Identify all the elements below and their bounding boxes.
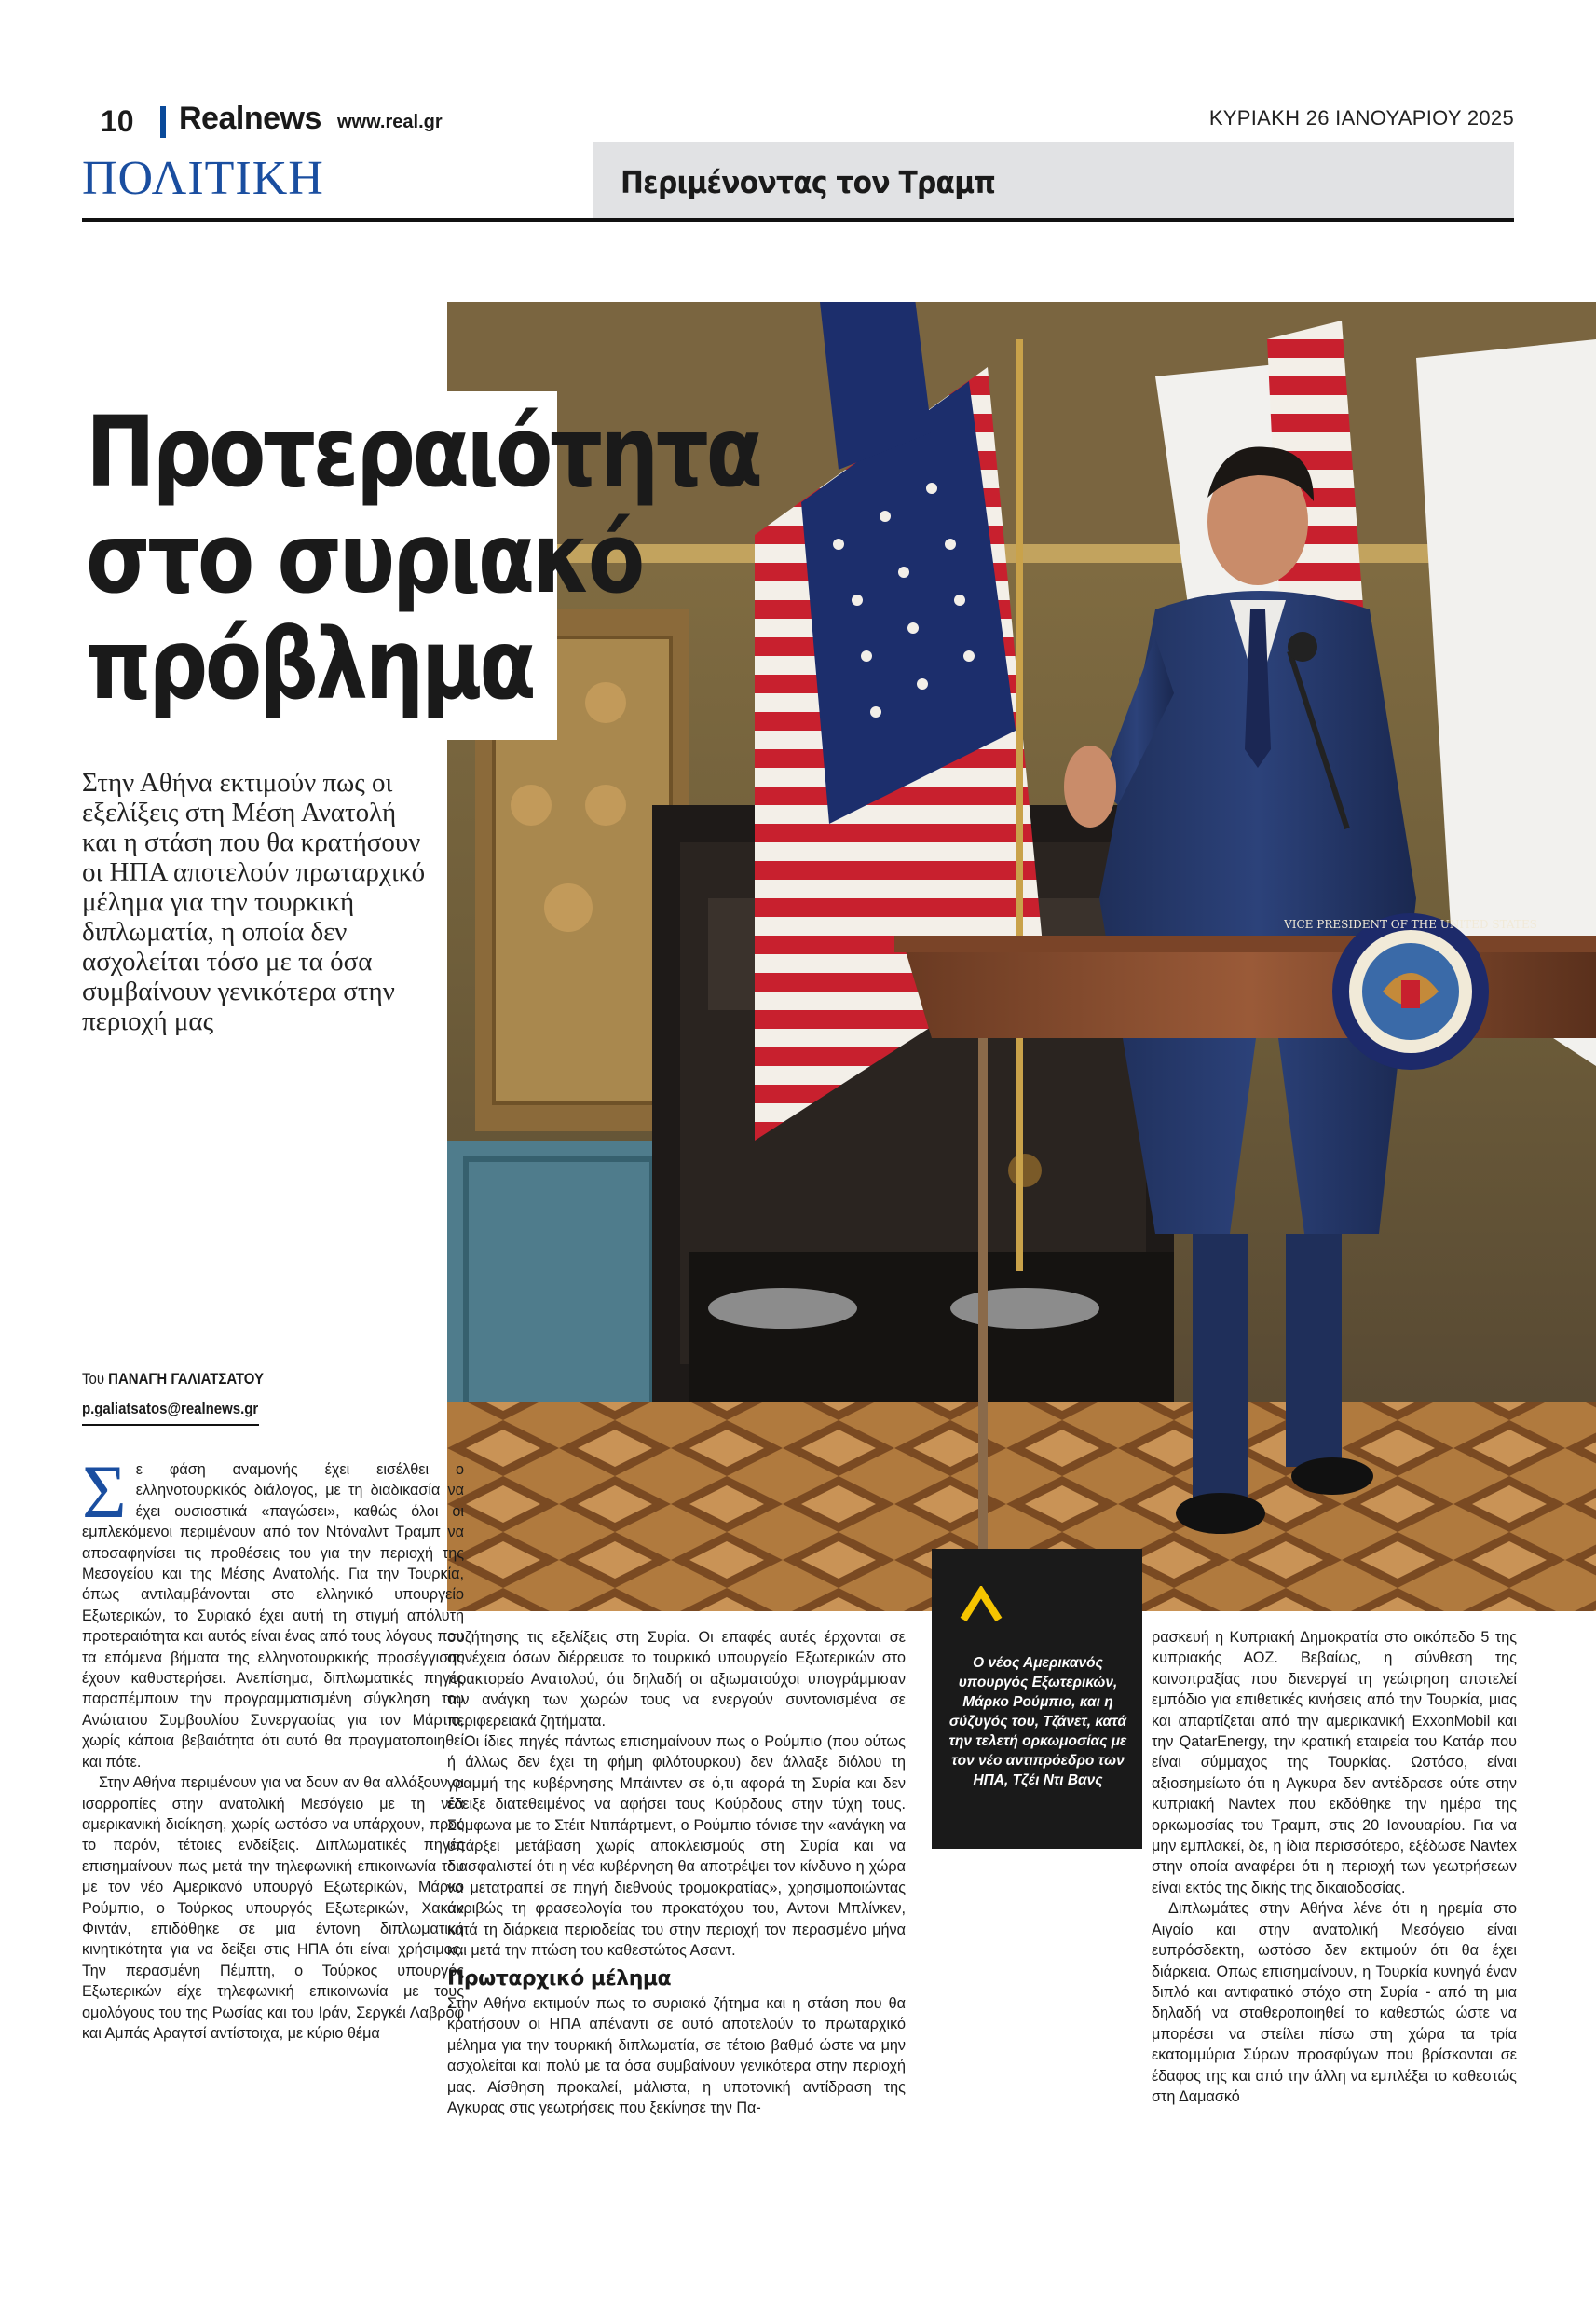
article-column-3 <box>1152 1627 1517 2205</box>
page-number: 10 <box>101 104 134 138</box>
section-title: ΠΟΛΙΤΙΚΗ <box>82 152 324 205</box>
article-column-1 <box>82 1449 464 2205</box>
paragraph: Διπλωμάτες στην Αθήνα λένε ότι η ηρεμία στο Αιγαίο και στην ανατολική Μεσόγειο είναι ευπρόσδεκτη, ωστόσο δεν εκτιμούν ότι θα έχει διάρκεια. Οπως επισημαίνουν, η Τουρκία κυνηγά έναν διπλό και αντιφατικό στόχο στη Συρία - από τη μια δηλαδή να σταθεροποιηθεί το καθεστώς ώστε να μπορέσει να στείλει πίσω στη χώρα τα τρία εκατομμύρια Σύρων προσφύγων που βρίσκονται σε έδαφος της και από την άλλη να εμπλέξει το καθεστώς στη Δαμασκό <box>1152 1900 1517 2105</box>
paragraph: Στην Αθήνα εκτιμούν πως το συριακό ζήτημα και η στάση που θα κρατήσουν οι ΗΠΑ απέναντι σε αυτό αποτελούν το πρωταρχικό μέλημα για την τουρκική διπλωματία, σε τέτοιο βαθμό ώστε να μην ασχολείται και πολύ με τα όσα συμβαίνουν γενικότερα στην περιοχή μας. Αίσθηση προκαλεί, μάλιστα, η υποτονική αντίδραση της Αγκυρας στις γεωτρήσεις που ξεκίνησε την Πα- <box>447 1994 906 2116</box>
website-url: www.real.gr <box>337 112 443 132</box>
caret-up-icon <box>960 1586 1003 1628</box>
header-rule <box>82 218 1514 222</box>
paragraph: Στην Αθήνα περιμένουν για να δουν αν θα αλλάξουν οι ισορροπίες στην ανατολική Μεσόγειο με τη νέα αμερικανική διοίκηση, χωρίς ωστόσο να υπάρχουν, προς το παρόν, τέτοιες ενδείξεις. Διπλωματικές πηγές επισημαίνουν πως μετά την τηλεφωνική επικοινωνία του με τον νέο Αμερικανό υπουργό Εξωτερικών, Μάρκο Ρούμπιο, ο Τούρκος υπουργός Εξωτερικών, Χακάν Φιντάν, επιδόθηκε σε μια έντονη διπλωματική κινητικότητα για να δείξει στις ΗΠΑ ότι είναι χρήσιμος. Την περασμένη Πέμπτη, ο Τούρκος υπουργός Εξωτερικών είχε τηλεφωνική επικοινωνία με τους ομολόγους του της Ρωσίας και του Ιράν, Σεργκέι Λαβρόφ και Αμπάς Αραγτσί αντίστοιχα, με κύριο θέμα <box>82 1774 464 2042</box>
paragraph: Οι ίδιες πηγές πάντως επισημαίνουν πως ο Ρούμπιο (που ούτως ή άλλως δεν έχει τη φήμη φιλότουρκου) δεν άλλαξε διόλου τη γραμμή της κυβέρνησης Μπάιντεν σε ό,τι αφορά τη Συρία και δεν έδειξε διατεθειμένος να αφήσει τους Κούρδους στην τύχη τους. Σύμφωνα με το Στέιτ Ντιπάρτμεντ, ο Ρούμπιο τόνισε την «ανάγκη να υπάρξει μετάβαση χωρίς αποκλεισμούς στη Συρία και να διασφαλιστεί ότι η νέα κυβέρνηση θα αποτρέψει τον κίνδυνο η χώρα να μετατραπεί σε πηγή διεθνούς τρομοκρατίας», χρησιμοποιώντας ακριβώς τη φρασεολογία του προκατόχου του, Αντονι Μπλίνκεν, κατά τη διάρκεια περιοδείας του στην περιοχή τον περασμένο μήνα και μετά την πτώση του καθεστώτος Ασαντ. <box>447 1733 906 1960</box>
headline-line-3: πρόβλημα <box>86 608 534 721</box>
article-lead: Στην Αθήνα εκτιμούν πως οι εξελίξεις στη Μέση Ανατολή και η στάση που θα κρατήσουν οι ΗΠΑ αποτελούν πρωταρχικό μέλημα για την τουρκική διπλωματία, η οποία δεν ασχολείται τόσο με τα όσα συμβαίνουν γενικότερα στην περιοχή μας <box>82 768 426 1036</box>
article-column-2 <box>447 1627 906 2205</box>
photo-caption: Ο νέος Αμερικανός υπουργός Εξωτερικών, Μάρκο Ρούμπιο, και η σύζυγός του, Τζάνετ, κατά την τελετή ορκωμοσίας με τον νέο αντιπρόεδρο των ΗΠΑ, Τζέι Ντι Βανς <box>948 1655 1127 1788</box>
byline-rule <box>82 1424 259 1426</box>
byline-prefix: Του <box>82 1370 105 1388</box>
headline-line-2: στο συριακό <box>86 501 642 615</box>
byline <box>82 1370 264 1389</box>
byline-author: ΠΑΝΑΓΗ ΓΑΛΙΑΤΣΑΤΟΥ <box>108 1370 264 1388</box>
subheading: Πρωταρχικό μέλημα <box>447 1966 672 1991</box>
paragraph: ε φάση αναμονής έχει εισέλθει ο ελληνοτουρκικός διάλογος, με τη διαδικασία να έχει ουσιαστικά «παγώσει», καθώς όλοι οι εμπλεκόμενοι περιμένουν από τον Ντόναλντ Τραμπ να αποσαφηνίσει τις προθέσεις του για την περιοχή της Μεσογείου και της Μέσης Ανατολής. Για την Τουρκία, όπως αντιλαμβάνονται στο ελληνικό υπουργείο Εξωτερικών, το Συριακό έχει αυτή τη στιγμή απόλυτη προτεραιότητα και αυτός είναι ένας από τους λόγους που τα επόμενα βήματα της ελληνοτουρκικής προσέγγισης έχουν καθυστερήσει. Ανεπίσημα, διπλωματικές πηγές παραπέμπουν την προγραμματισμένη σύγκληση του Ανώτατου Συμβουλίου Συνεργασίας για τον Μάρτιο, χωρίς κάποια βεβαιότητα ότι αυτό θα πραγματοποιηθεί και πότε. <box>82 1461 464 1771</box>
brand-logo: Realnews <box>179 101 321 136</box>
paragraph: ρασκευή η Κυπριακή Δημοκρατία στο οικόπεδο 5 της κυπριακής ΑΟΖ. Βεβαίως, η σύνθεση της κοινοπραξίας που διενεργεί τη γεώτρηση αποτελεί εμπόδιο για επιθετικές κινήσεις από την Τουρκία, μιας και απαρτίζεται από την αμερικανική ExxonMobil και την QatarEnergy, την κρατική εταιρεία του Κατάρ που είναι σύμμαχος της Τουρκίας. Ωστόσο, είναι αξιοσημείωτο ότι η Αγκυρα δεν αντέδρασε ούτε στην κυπριακή Navtex που εκδόθηκε την ημέρα της ορκωμοσίας του Τραμπ, στις 20 Ιανουαρίου. Για να μην εμπλακεί, δε, η ίδια περισσότερο, εξέδωσε Navtex στην οποία αναφέρει ότι η περιοχή των γεωτρήσεων είναι εκτός της δικής της δικαιοδοσίας. <box>1152 1629 1517 1896</box>
headline-line-1: Προτεραιότητα <box>86 395 760 509</box>
author-email[interactable]: p.galiatsatos@realnews.gr <box>82 1400 259 1417</box>
issue-date: ΚΥΡΙΑΚΗ 26 ΙΑΝΟΥΑΡΙΟΥ 2025 <box>1208 106 1514 130</box>
drop-cap: Σ <box>82 1449 127 1534</box>
header-divider <box>160 106 166 138</box>
podium-seal-text: VICE PRESIDENT OF THE UNITED STATES <box>1284 918 1537 931</box>
article-headline <box>86 395 760 721</box>
paragraph: συζήτησης τις εξελίξεις στη Συρία. Οι επαφές αυτές έρχονται σε συνέχεια όσων διέρρευσε το τουρκικό υπουργείο Εξωτερικών στο πρακτορείο Ανατολού, ότι δηλαδή οι αξιωματούχοι υπογράμμισαν την ανάγκη των χωρών τους να ενεργούν συντονισμένα σε περιφερειακά ζητήματα. <box>447 1629 906 1730</box>
topic-title: Περιμένοντας τον Τραμπ <box>621 164 996 200</box>
